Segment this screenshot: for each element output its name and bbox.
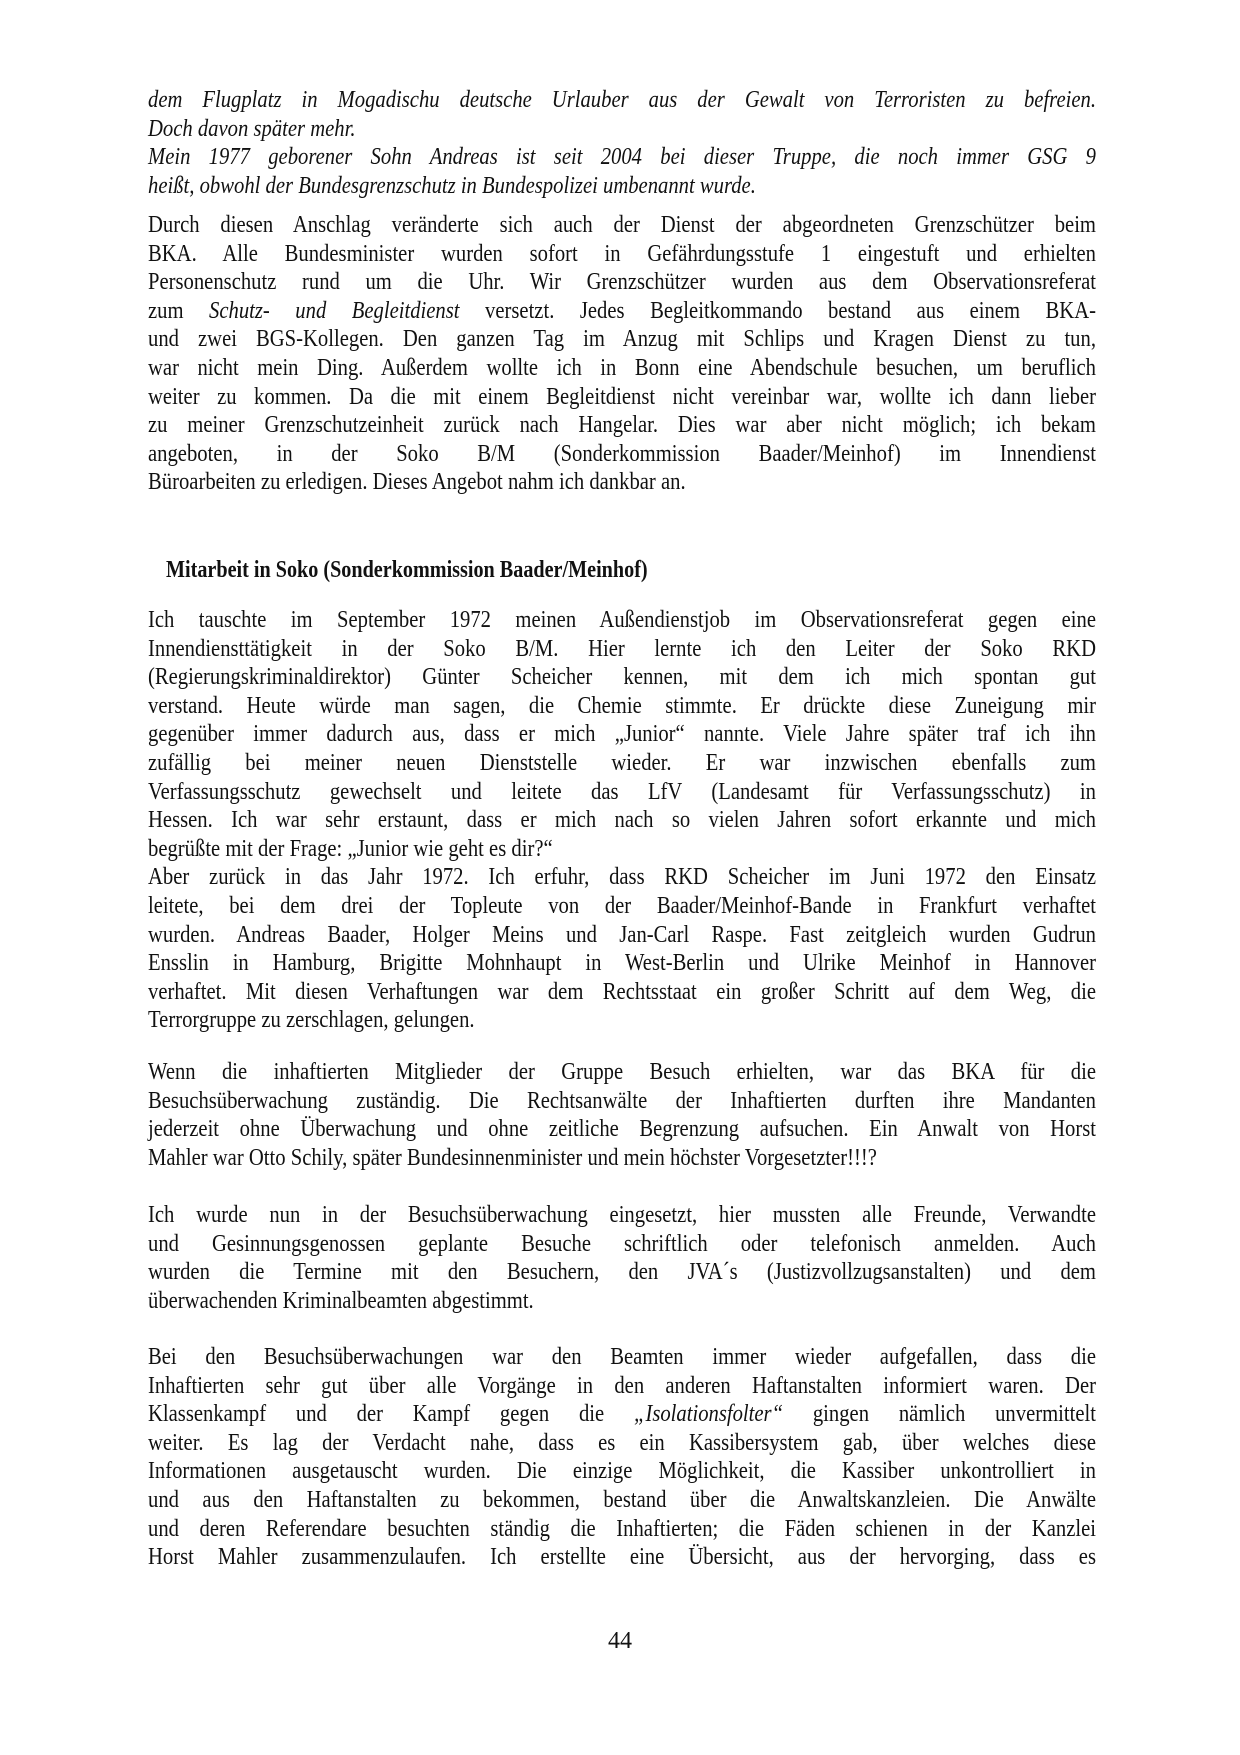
- text-line-content: [148, 268, 1096, 297]
- text-line-content: [148, 325, 1096, 354]
- text-line-content: [148, 720, 1096, 749]
- text-line: [148, 778, 1096, 807]
- text-line: [148, 354, 1096, 383]
- text-line-content: [148, 440, 1096, 469]
- text-line-content: [148, 863, 1096, 892]
- text-run: wurden. Andreas Baader, Holger Meins und Jan-Carl Raspe. Fast zeitgleich wurden Gudrun: [148, 921, 1096, 948]
- text-run: Innendiensttätigkeit in der Soko B/M. Hier lernte ich den Leiter der Soko RKD: [148, 635, 1096, 662]
- text-line: [148, 921, 1096, 950]
- text-run: versetzt. Jedes Begleitkommando bestand aus einem BKA-: [459, 297, 1096, 324]
- text-line-content: [148, 606, 1096, 635]
- text-line: [148, 663, 1096, 692]
- paragraph-besuch: [148, 1058, 1096, 1172]
- text-line-content: [148, 211, 1096, 240]
- text-line: [148, 892, 1096, 921]
- text-run: Personenschutz rund um die Uhr. Wir Grenzschützer wurden aus dem Observationsreferat: [148, 269, 1096, 296]
- text-line: [148, 835, 1096, 864]
- text-line: [148, 1144, 1096, 1173]
- text-line-content: [148, 411, 1096, 440]
- text-line: [148, 143, 1096, 172]
- text-line: [148, 806, 1096, 835]
- text-run: Besuchsüberwachung zuständig. Die Rechtsanwälte der Inhaftierten durften ihre Mandanten: [148, 1087, 1096, 1114]
- text-line-content: [148, 1115, 1096, 1144]
- paragraph-soko: [148, 606, 1096, 1035]
- text-run: Mein 1977 geborener Sohn Andreas ist seit 2004 bei dieser Truppe, die noch immer GSG 9: [148, 144, 1096, 171]
- text-line-content: [148, 949, 1096, 978]
- text-line: [148, 440, 1096, 469]
- text-line: [148, 1372, 1096, 1401]
- text-run: Terrorgruppe zu zerschlagen, gelungen.: [148, 1007, 475, 1034]
- text-line: [148, 411, 1096, 440]
- text-line-content: [148, 806, 1096, 835]
- text-line-content: [148, 1258, 1096, 1287]
- text-run: gegenüber immer dadurch aus, dass er mich „Junior“ nannte. Viele Jahre später traf ich ihn: [148, 721, 1096, 748]
- text-run: verhaftet. Mit diesen Verhaftungen war dem Rechtsstaat ein großer Schritt auf dem Weg, die: [148, 978, 1096, 1005]
- text-line-content: [148, 1486, 1096, 1515]
- text-line-content: [148, 172, 1096, 201]
- text-line-content: [148, 778, 1096, 807]
- text-line-content: [148, 1372, 1096, 1401]
- text-run: leitete, bei dem drei der Topleute von der Baader/Meinhof-Bande in Frankfurt verhaftet: [148, 892, 1096, 919]
- text-line: [148, 1115, 1096, 1144]
- text-line: [148, 468, 1096, 497]
- text-line: [148, 1515, 1096, 1544]
- text-line-content: [148, 921, 1096, 950]
- text-line-content: [148, 692, 1096, 721]
- text-line: [148, 1230, 1096, 1259]
- text-line-content: [148, 1457, 1096, 1486]
- paragraph-anschlag: [148, 211, 1096, 497]
- text-line: [148, 1343, 1096, 1372]
- text-run: Doch davon später mehr.: [148, 115, 356, 142]
- italic-phrase: Schutz- und Begleitdienst: [209, 297, 460, 324]
- text-run: zum: [148, 297, 210, 324]
- paragraph-kassiber: [148, 1343, 1096, 1572]
- text-line-content: [148, 1400, 1096, 1429]
- text-run: jederzeit ohne Überwachung und ohne zeitliche Begrenzung aufsuchen. Ein Anwalt von Horst: [148, 1116, 1096, 1143]
- text-run: Inhaftierten sehr gut über alle Vorgänge in den anderen Haftanstalten informiert waren. Der: [148, 1372, 1096, 1399]
- text-run: Klassenkampf und der Kampf gegen die: [148, 1401, 634, 1428]
- text-line: [148, 1543, 1096, 1572]
- text-line-content: [148, 978, 1096, 1007]
- text-run: angeboten, in der Soko B/M (Sonderkommission Baader/Meinhof) im Innendienst: [148, 440, 1096, 467]
- text-run: zu meiner Grenzschutzeinheit zurück nach Hangelar. Dies war aber nicht möglich; ich bekam: [148, 412, 1096, 439]
- text-run: und Gesinnungsgenossen geplante Besuche schriftlich oder telefonisch anmelden. Auch: [148, 1230, 1096, 1257]
- text-run: begrüßte mit der Frage: „Junior wie geht es dir?“: [148, 835, 553, 862]
- text-run: Ensslin in Hamburg, Brigitte Mohnhaupt in West-Berlin und Ulrike Meinhof in Hannover: [148, 950, 1096, 977]
- page-number: 44: [608, 1628, 632, 1654]
- text-run: Hessen. Ich war sehr erstaunt, dass er mich nach so vielen Jahren sofort erkannte und mich: [148, 807, 1096, 834]
- text-run: zufällig bei meiner neuen Dienststelle wieder. Er war inzwischen ebenfalls zum: [148, 749, 1096, 776]
- text-run: Wenn die inhaftierten Mitglieder der Gruppe Besuch erhielten, war das BKA für die: [148, 1059, 1096, 1085]
- text-line: [148, 1486, 1096, 1515]
- text-line: [148, 325, 1096, 354]
- text-line: [148, 949, 1096, 978]
- text-line-content: [148, 115, 1096, 144]
- text-run: BKA. Alle Bundesminister wurden sofort in Gefährdungsstufe 1 eingestuft und erhielten: [148, 240, 1096, 267]
- text-line-content: [148, 240, 1096, 269]
- text-line-content: [148, 835, 1096, 864]
- text-run: Mahler war Otto Schily, später Bundesinnenminister und mein höchster Vorgesetzter!!!?: [148, 1144, 877, 1171]
- text-run: (Regierungskriminaldirektor) Günter Scheicher kennen, mit dem ich mich spontan gut: [148, 664, 1096, 691]
- text-line-content: [148, 383, 1096, 412]
- text-line-content: [148, 1058, 1096, 1087]
- text-run: heißt, obwohl der Bundesgrenzschutz in Bundespolizei umbenannt wurde.: [148, 172, 756, 199]
- text-line: [148, 749, 1096, 778]
- italic-phrase: „Isolationsfolter“: [633, 1401, 784, 1428]
- text-line: [148, 1258, 1096, 1287]
- text-run: Aber zurück in das Jahr 1972. Ich erfuhr, dass RKD Scheicher im Juni 1972 den Einsatz: [148, 864, 1096, 891]
- text-line: [148, 978, 1096, 1007]
- text-line: [148, 115, 1096, 144]
- text-line-content: [148, 86, 1096, 115]
- text-run: Horst Mahler zusammenzulaufen. Ich erstellte eine Übersicht, aus der hervorging, dass es: [148, 1544, 1096, 1571]
- text-line: [148, 86, 1096, 115]
- text-run: Bei den Besuchsüberwachungen war den Beamten immer wieder aufgefallen, dass die: [148, 1344, 1096, 1370]
- text-line: [148, 606, 1096, 635]
- text-run: überwachenden Kriminalbeamten abgestimmt.: [148, 1287, 534, 1314]
- text-line: [148, 1429, 1096, 1458]
- text-line: [148, 635, 1096, 664]
- text-line-content: [148, 635, 1096, 664]
- text-line-content: [148, 1144, 1096, 1173]
- text-line: [148, 1006, 1096, 1035]
- text-line-content: [148, 354, 1096, 383]
- text-line-content: [148, 1429, 1096, 1458]
- text-line-content: [148, 1230, 1096, 1259]
- text-line-content: [148, 143, 1096, 172]
- section-heading: Mitarbeit in Soko (Sonderkommission Baader/Meinhof): [166, 557, 648, 583]
- text-line-content: [148, 1515, 1096, 1544]
- text-line-content: [148, 663, 1096, 692]
- text-run: verstand. Heute würde man sagen, die Chemie stimmte. Er drückte diese Zuneigung mir: [148, 692, 1096, 719]
- text-run: war nicht mein Ding. Außerdem wollte ich in Bonn eine Abendschule besuchen, um beruflich: [148, 354, 1096, 381]
- text-line: [148, 720, 1096, 749]
- text-run: gingen nämlich unvermittelt: [783, 1401, 1097, 1428]
- text-run: und deren Referendare besuchten ständig die Inhaftierten; die Fäden schienen in der Kanzlei: [148, 1515, 1096, 1542]
- text-run: Verfassungsschutz gewechselt und leitete das LfV (Landesamt für Verfassungsschutz) in: [148, 778, 1096, 805]
- text-line: [148, 863, 1096, 892]
- text-line: [148, 383, 1096, 412]
- text-line-content: [148, 1287, 1096, 1316]
- text-run: Ich wurde nun in der Besuchsüberwachung eingesetzt, hier mussten alle Freunde, Verwandte: [148, 1202, 1096, 1228]
- text-line-content: [148, 297, 1096, 326]
- text-line-content: [148, 1087, 1096, 1116]
- text-line: [148, 1201, 1096, 1230]
- text-line: [148, 268, 1096, 297]
- text-line-content: [148, 1201, 1096, 1230]
- text-line: [148, 1058, 1096, 1087]
- text-run: weiter. Es lag der Verdacht nahe, dass es ein Kassibersystem gab, über welches diese: [148, 1429, 1096, 1456]
- text-line: [148, 1087, 1096, 1116]
- paragraph-besuchsueberwachung: [148, 1201, 1096, 1315]
- intro-italic-paragraph: [148, 86, 1096, 200]
- text-line: [148, 1287, 1096, 1316]
- text-line-content: [148, 892, 1096, 921]
- text-line-content: [148, 1543, 1096, 1572]
- text-line: [148, 172, 1096, 201]
- text-line: [148, 692, 1096, 721]
- text-run: und aus den Haftanstalten zu bekommen, bestand über die Anwaltskanzleien. Die Anwälte: [148, 1486, 1096, 1513]
- text-run: und zwei BGS-Kollegen. Den ganzen Tag im Anzug mit Schlips und Kragen Dienst zu tun,: [148, 326, 1096, 353]
- text-line: [148, 1457, 1096, 1486]
- text-run: Büroarbeiten zu erledigen. Dieses Angebot nahm ich dankbar an.: [148, 469, 686, 496]
- text-line-content: [148, 468, 1096, 497]
- text-line: [148, 240, 1096, 269]
- text-run: dem Flugplatz in Mogadischu deutsche Urlauber aus der Gewalt von Terroristen zu befreien.: [148, 87, 1096, 113]
- text-line: [148, 211, 1096, 240]
- text-run: Ich tauschte im September 1972 meinen Außendienstjob im Observationsreferat gegen eine: [148, 607, 1096, 633]
- text-run: Durch diesen Anschlag veränderte sich auch der Dienst der abgeordneten Grenzschützer beim: [148, 212, 1096, 238]
- text-run: Informationen ausgetauscht wurden. Die einzige Möglichkeit, die Kassiber unkontrolliert in: [148, 1458, 1096, 1485]
- text-line: [148, 297, 1096, 326]
- text-run: weiter zu kommen. Da die mit einem Begleitdienst nicht vereinbar war, wollte ich dann lieber: [148, 383, 1096, 410]
- text-line: [148, 1400, 1096, 1429]
- text-line-content: [148, 1343, 1096, 1372]
- text-line-content: [148, 1006, 1096, 1035]
- text-line-content: [148, 749, 1096, 778]
- text-run: wurden die Termine mit den Besuchern, den JVA´s (Justizvollzugsanstalten) und dem: [148, 1259, 1096, 1286]
